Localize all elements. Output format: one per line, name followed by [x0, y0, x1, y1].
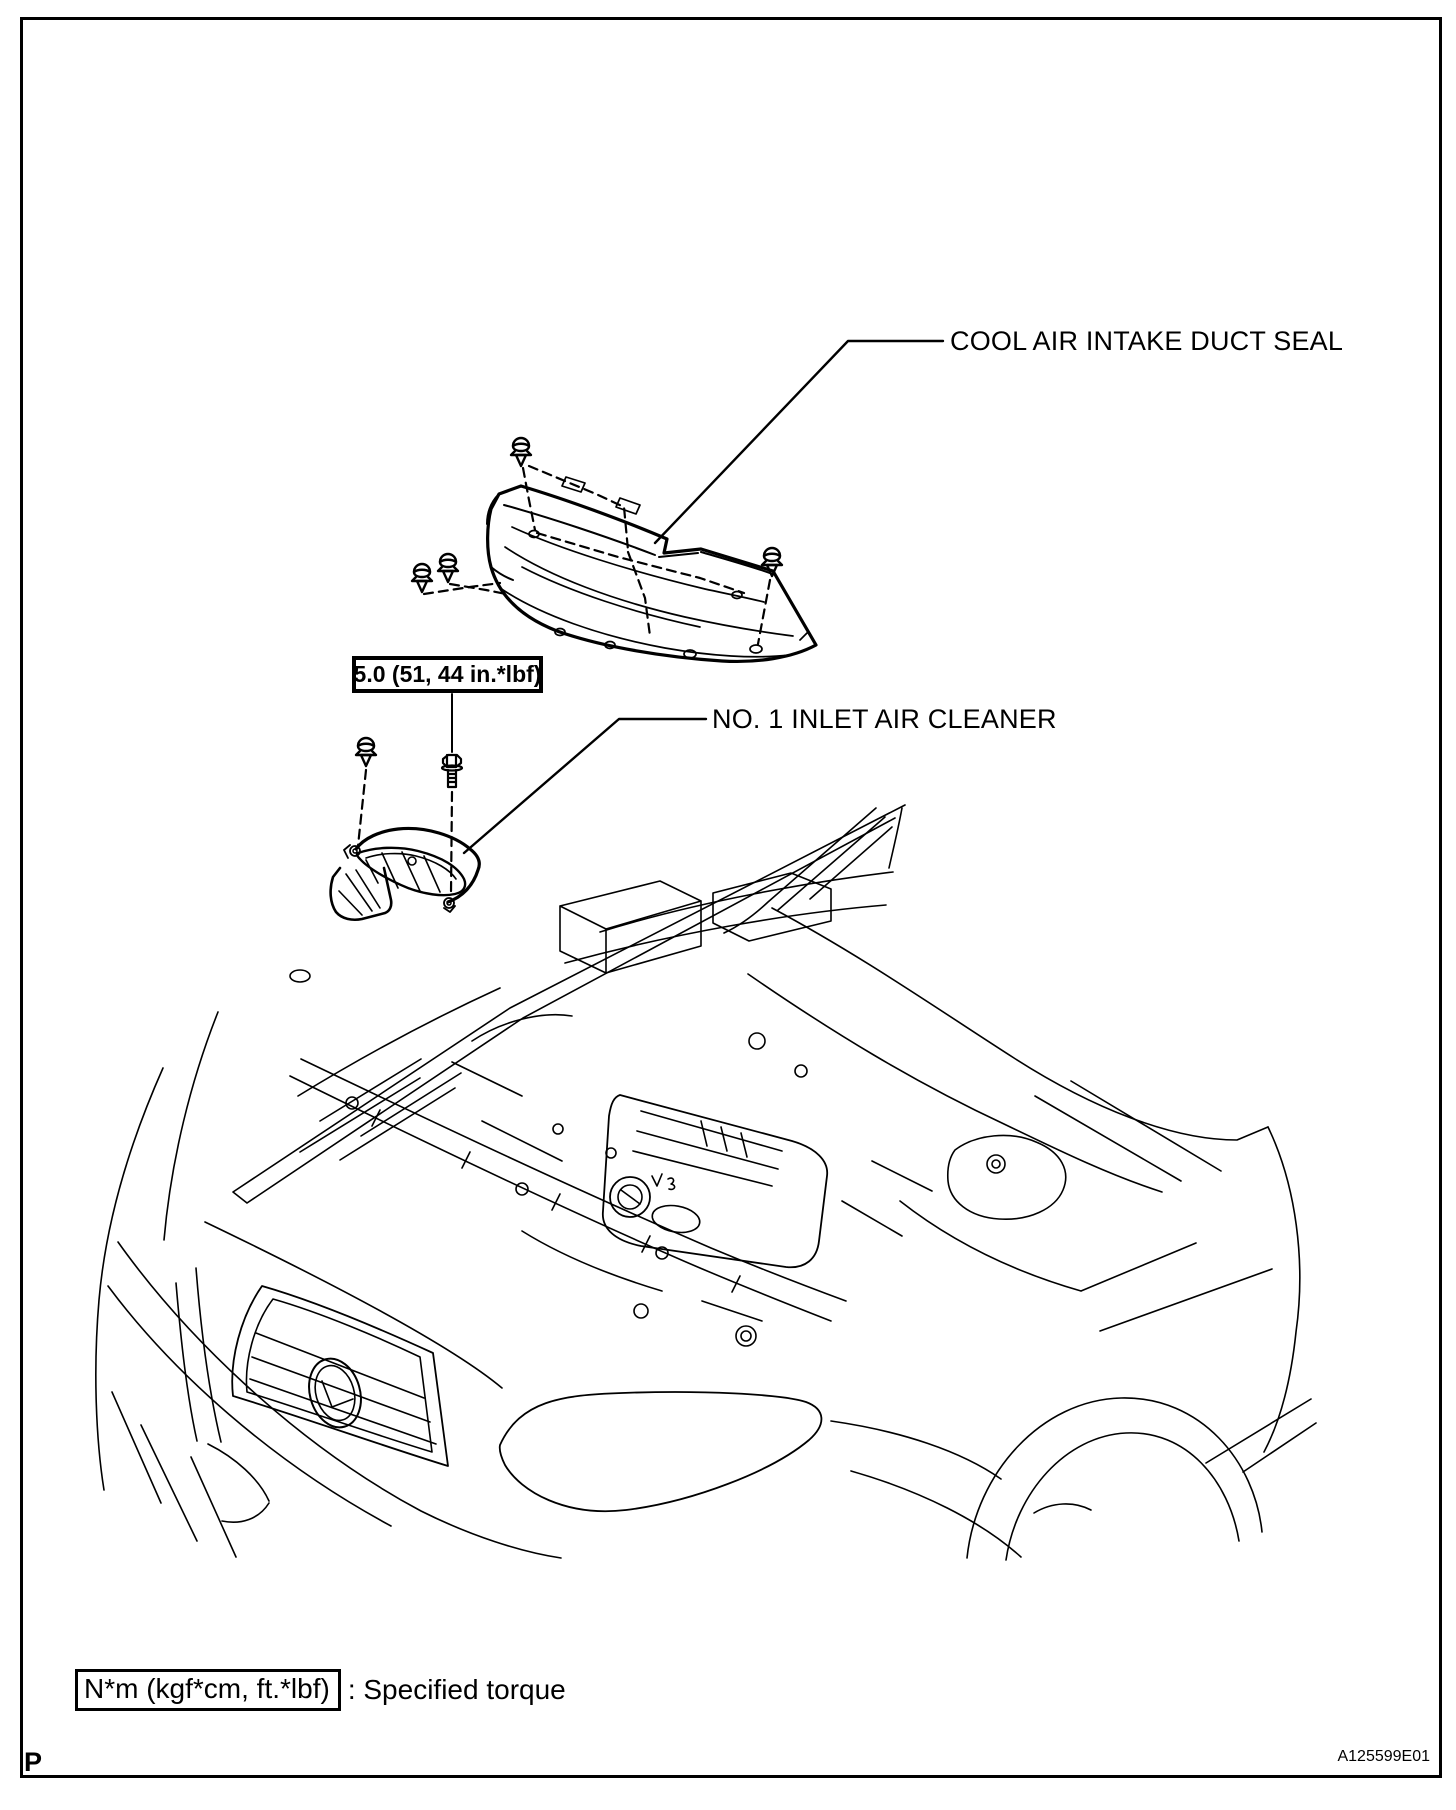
figure-code: A125599E01 — [1337, 1748, 1430, 1765]
duct-seal-label: COOL AIR INTAKE DUCT SEAL — [950, 326, 1344, 356]
torque-legend — [75, 1669, 566, 1711]
inlet-air-cleaner-drawing — [331, 694, 706, 920]
page-marker: P — [24, 1747, 43, 1777]
torque-spec-box: 5.0 (51, 44 in.*lbf) — [352, 656, 543, 693]
duct-seal-leader-line — [655, 341, 943, 543]
engine-bay-drawing — [96, 805, 1316, 1560]
inlet-air-cleaner-label: NO. 1 INLET AIR CLEANER — [712, 704, 1057, 734]
torque-unit-box: N*m (kgf*cm, ft.*lbf) — [75, 1669, 341, 1711]
air-cleaner-leader-line — [464, 719, 706, 853]
torque-legend-description: : Specified torque — [347, 1674, 566, 1705]
duct-seal-drawing — [412, 341, 943, 661]
